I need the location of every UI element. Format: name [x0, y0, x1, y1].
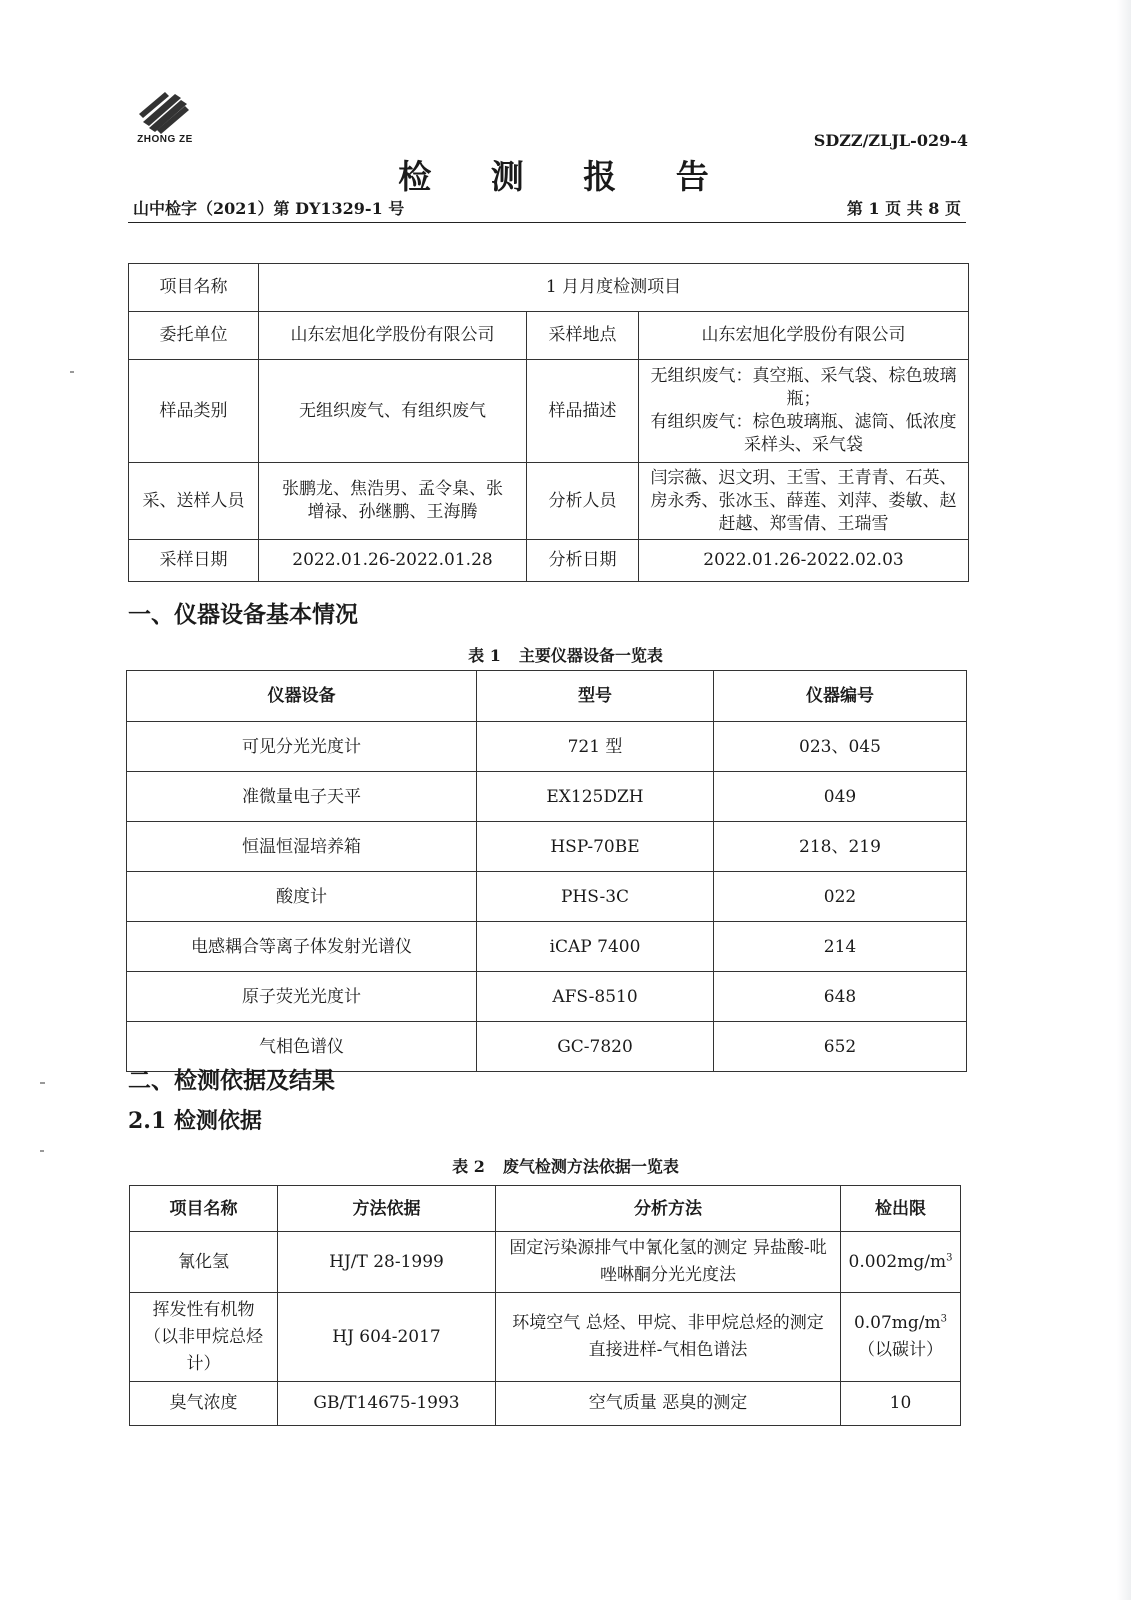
sample-desc-line: 无组织废气：真空瓶、采气袋、棕色玻璃瓶； [650, 366, 957, 409]
sampling-date-value: 2022.01.26-2022.01.28 [259, 540, 527, 582]
table-row [127, 972, 967, 1022]
equipment-model: iCAP 7400 [477, 922, 714, 972]
analyst-value: 闫宗薇、迟文玥、王雪、王青青、石英、房永秀、张冰玉、薛莲、刘萍、娄敏、赵赶越、郑雪倩、王瑞雪 [639, 463, 969, 540]
equipment-model: 721 型 [477, 722, 714, 772]
equipment-id: 023、045 [714, 722, 967, 772]
detection-limit [841, 1382, 961, 1426]
column-header: 仪器设备 [127, 671, 477, 722]
table-row [130, 1232, 961, 1293]
report-number: 山中检字（2021）第 DY1329-1 号 [133, 199, 405, 218]
client-label: 委托单位 [129, 312, 259, 360]
equipment-name: 电感耦合等离子体发射光谱仪 [127, 922, 477, 972]
header-divider [128, 222, 966, 223]
equipment-name: 恒温恒湿培养箱 [127, 822, 477, 872]
table-header-row [127, 671, 967, 722]
equipment-id: 648 [714, 972, 967, 1022]
sample-type-value: 无组织废气、有组织废气 [259, 360, 527, 463]
table-row [130, 1293, 961, 1382]
table-row [127, 822, 967, 872]
table-number: 表 1 [468, 646, 501, 665]
equipment-name: 可见分光光度计 [127, 722, 477, 772]
column-header: 型号 [477, 671, 714, 722]
limit-note: （以碳计） [858, 1340, 943, 1360]
sample-type-label: 样品类别 [129, 360, 259, 463]
equipment-id: 214 [714, 922, 967, 972]
equipment-name: 准微量电子天平 [127, 772, 477, 822]
table-row [129, 312, 969, 360]
table-row [129, 540, 969, 582]
analyst-label: 分析人员 [527, 463, 639, 540]
analyte-name: 臭气浓度 [130, 1382, 278, 1426]
equipment-id: 049 [714, 772, 967, 822]
limit-value: 0.002mg/m [848, 1251, 947, 1272]
table-number: 表 2 [452, 1157, 485, 1176]
client-value: 山东宏旭化学股份有限公司 [259, 312, 527, 360]
equipment-name: 气相色谱仪 [127, 1022, 477, 1072]
sampler-value: 张鹏龙、焦浩男、孟令臬、张增禄、孙继鹏、王海腾 [259, 463, 527, 540]
company-logo [133, 90, 197, 152]
equipment-model: PHS-3C [477, 872, 714, 922]
table-row [129, 264, 969, 312]
table-row [130, 1382, 961, 1426]
table-header-row [130, 1186, 961, 1232]
project-info-table [128, 263, 969, 582]
scan-speck [40, 1150, 44, 1152]
project-name-value: 1 月月度检测项目 [259, 264, 969, 312]
logo-text: ZHONG ZE [137, 134, 193, 145]
method-standard: HJ 604-2017 [278, 1293, 496, 1382]
sample-desc-label: 样品描述 [527, 360, 639, 463]
limit-superscript: 3 [946, 1251, 953, 1263]
equipment-id: 022 [714, 872, 967, 922]
column-header: 分析方法 [496, 1186, 841, 1232]
table-caption [0, 1154, 1131, 1177]
table-title: 废气检测方法依据一览表 [502, 1157, 679, 1176]
equipment-model: HSP-70BE [477, 822, 714, 872]
table-caption [0, 643, 1131, 666]
equipment-name: 原子荧光光度计 [127, 972, 477, 1022]
column-header: 检出限 [841, 1186, 961, 1232]
scan-edge-shadow [1117, 0, 1131, 1600]
zhongze-logo-mark-icon [137, 90, 193, 136]
table-row [127, 922, 967, 972]
project-name-label: 项目名称 [129, 264, 259, 312]
sampling-date-label: 采样日期 [129, 540, 259, 582]
sampling-site-value: 山东宏旭化学股份有限公司 [639, 312, 969, 360]
analysis-method: 环境空气 总烃、甲烷、非甲烷总烃的测定 直接进样-气相色谱法 [496, 1293, 841, 1382]
column-header: 方法依据 [278, 1186, 496, 1232]
equipment-model: GC-7820 [477, 1022, 714, 1072]
limit-superscript: 3 [940, 1313, 948, 1325]
detection-limit [841, 1293, 961, 1382]
column-header: 项目名称 [130, 1186, 278, 1232]
detection-limit [841, 1232, 961, 1293]
table-row [127, 772, 967, 822]
table-row [129, 463, 969, 540]
page-indicator: 第 1 页 共 8 页 [846, 199, 961, 218]
sampler-label: 采、送样人员 [129, 463, 259, 540]
table-row [127, 722, 967, 772]
equipment-model: AFS-8510 [477, 972, 714, 1022]
sampling-site-label: 采样地点 [527, 312, 639, 360]
analyte-name: 氰化氢 [130, 1232, 278, 1293]
page-title: 检 测 报 告 [398, 157, 733, 196]
analyte-name: 挥发性有机物（以非甲烷总烃计） [130, 1293, 278, 1382]
method-standard: HJ/T 28-1999 [278, 1232, 496, 1293]
section-heading: 一、仪器设备基本情况 [128, 601, 358, 628]
equipment-id: 218、219 [714, 822, 967, 872]
table-row [129, 360, 969, 463]
document-code: SDZZ/ZLJL-029-4 [813, 131, 968, 150]
sample-desc-line: 有组织废气：棕色玻璃瓶、滤筒、低浓度采样头、采气袋 [650, 412, 957, 455]
column-header: 仪器编号 [714, 671, 967, 722]
analysis-date-label: 分析日期 [527, 540, 639, 582]
analysis-method: 固定污染源排气中氰化氢的测定 异盐酸-吡唑啉酮分光光度法 [496, 1232, 841, 1293]
table-row [127, 872, 967, 922]
equipment-name: 酸度计 [127, 872, 477, 922]
table-title: 主要仪器设备一览表 [518, 646, 663, 665]
scan-speck [40, 1082, 45, 1084]
scan-speck [70, 371, 74, 373]
subsection-heading: 2.1 检测依据 [128, 1108, 262, 1134]
method-basis-table [129, 1185, 961, 1426]
analysis-date-value: 2022.01.26-2022.02.03 [639, 540, 969, 582]
section-heading: 二、检测依据及结果 [128, 1067, 335, 1094]
equipment-model: EX125DZH [477, 772, 714, 822]
sample-desc-value [639, 360, 969, 463]
equipment-id: 652 [714, 1022, 967, 1072]
equipment-table [126, 670, 967, 1072]
analysis-method: 空气质量 恶臭的测定 [496, 1382, 841, 1426]
limit-value: 0.07mg/m [853, 1313, 941, 1333]
limit-value: 10 [889, 1393, 912, 1413]
method-standard: GB/T14675-1993 [278, 1382, 496, 1426]
